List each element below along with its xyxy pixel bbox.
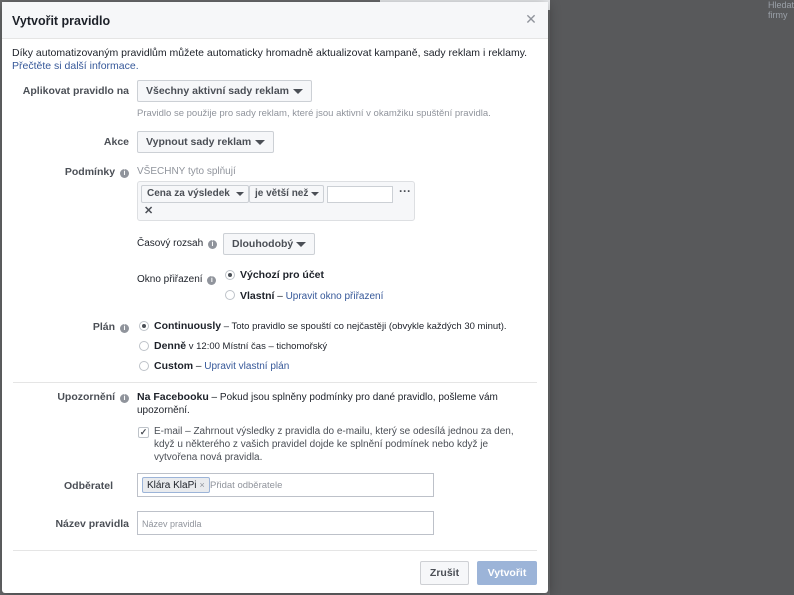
conditions-header: VŠECHNY tyto splňují <box>137 166 236 177</box>
time-range-dropdown[interactable] <box>223 233 315 255</box>
facebook-notification-desc: – Pokud jsou splněny podmínky pro dané pravidlo, pošleme vám upozornění. <box>137 392 498 416</box>
chevron-down-icon <box>293 89 303 94</box>
condition-metric-dropdown[interactable] <box>141 185 249 203</box>
attribution-custom-radio[interactable] <box>225 290 235 300</box>
action-label: Akce <box>103 136 129 148</box>
rule-name-label: Název pravidla <box>55 518 129 530</box>
remove-subscriber-icon[interactable]: × <box>199 480 205 490</box>
schedule-label-text: Plán <box>92 321 116 333</box>
apply-rule-value: Všechny aktivní sady reklam <box>146 85 289 97</box>
more-options-icon[interactable]: ··· <box>399 184 411 198</box>
conditions-label <box>12 166 129 178</box>
attribution-custom-sep: – <box>274 291 286 302</box>
learn-more-link[interactable]: Přečtěte si další informace. <box>12 60 139 72</box>
info-icon[interactable]: i <box>120 394 129 403</box>
attribution-default-radio[interactable] <box>225 270 235 280</box>
edit-custom-schedule-link[interactable]: Upravit vlastní plán <box>204 361 290 372</box>
attribution-custom-title: Vlastní <box>240 290 275 302</box>
attribution-label <box>137 274 216 285</box>
apply-rule-label: Aplikovat pravidlo na <box>22 85 129 97</box>
condition-value-input[interactable] <box>327 186 393 203</box>
facebook-notification-text <box>137 391 532 417</box>
schedule-continuously-option <box>154 320 507 332</box>
schedule-continuously-desc: – Toto pravidlo se spouští co nejčastěji (obvykle každých 30 minut). <box>221 321 507 332</box>
facebook-notification-title: Na Facebooku <box>137 391 209 403</box>
schedule-daily-title: Denně <box>154 340 187 352</box>
chevron-down-icon <box>236 192 244 196</box>
apply-rule-dropdown[interactable] <box>137 80 312 102</box>
condition-operator-value: je větší než <box>255 188 309 199</box>
intro-text <box>12 47 537 73</box>
schedule-custom-option <box>154 360 289 372</box>
time-range-label-text: Časový rozsah <box>137 238 204 249</box>
attribution-custom-option <box>240 290 383 302</box>
create-button[interactable]: Vytvořit <box>477 561 537 585</box>
close-icon[interactable]: ✕ <box>525 11 537 27</box>
chevron-down-icon <box>296 242 306 247</box>
edit-attribution-link[interactable]: Upravit okno přiřazení <box>285 291 384 302</box>
action-dropdown[interactable] <box>137 131 274 153</box>
info-icon[interactable]: i <box>207 276 216 285</box>
remove-condition-icon[interactable]: ✕ <box>144 205 154 217</box>
conditions-label-text: Podmínky <box>64 166 116 178</box>
email-notification-text: E-mail – Zahrnout výsledky z pravidla do e-mailu, který se odesílá jednou za den, když u některého z vašich pravidel dojde ke splnění podmínek nebo když je vytvořena nová pravidla. <box>154 426 514 463</box>
apply-rule-help: Pravidlo se použije pro sady reklam, které jsou aktivní v okamžiku spuštění pravidla. <box>137 108 491 119</box>
schedule-custom-sep: – <box>193 361 205 372</box>
dialog-header <box>2 2 548 39</box>
background-search-hint: Hledat firmy <box>768 0 794 20</box>
schedule-custom-title: Custom <box>154 360 194 372</box>
subscriber-placeholder: Přidat odběratele <box>210 480 283 491</box>
action-value: Vypnout sady reklam <box>146 136 252 148</box>
subscriber-label: Odběratel <box>63 480 113 492</box>
attribution-label-text: Okno přiřazení <box>137 274 203 285</box>
create-rule-dialog <box>2 2 548 593</box>
info-icon[interactable]: i <box>120 169 129 178</box>
notification-label-text: Upozornění <box>57 391 116 403</box>
condition-operator-dropdown[interactable] <box>249 185 324 203</box>
schedule-label <box>12 321 129 333</box>
schedule-daily-radio[interactable] <box>139 341 149 351</box>
chevron-down-icon <box>311 192 319 196</box>
time-range-value: Dlouhodobý <box>232 238 294 250</box>
subscriber-token <box>142 477 210 493</box>
time-range-label <box>137 238 217 249</box>
dialog-title: Vytvořit pravidlo <box>12 14 111 28</box>
rule-name-input[interactable] <box>137 511 434 535</box>
schedule-daily-option <box>154 340 327 352</box>
condition-metric-value: Cena za výsledek <box>147 188 230 199</box>
attribution-default-option <box>240 269 324 281</box>
attribution-default-title: Výchozí pro účet <box>240 269 325 281</box>
email-notification-checkbox[interactable]: ✓ <box>139 427 148 437</box>
intro-description: Díky automatizovaným pravidlům můžete automaticky hromadně aktualizovat kampaně, sady reklam i reklamy. <box>12 47 528 59</box>
schedule-custom-radio[interactable] <box>139 361 149 371</box>
subscriber-token-name: Klára KlaPi <box>147 480 197 491</box>
schedule-continuously-title: Continuously <box>154 320 222 332</box>
subscriber-input[interactable] <box>137 473 434 497</box>
condition-row <box>137 181 415 221</box>
footer-divider <box>13 550 537 551</box>
schedule-daily-desc: v 12:00 Místní čas – tichomořský <box>186 341 328 352</box>
info-icon[interactable]: i <box>208 240 217 249</box>
section-divider <box>13 382 537 383</box>
notification-label <box>12 391 129 403</box>
cancel-button[interactable]: Zrušit <box>420 561 469 585</box>
info-icon[interactable]: i <box>120 324 129 333</box>
rule-name-placeholder: Název pravidla <box>142 519 202 529</box>
chevron-down-icon <box>255 140 265 145</box>
schedule-continuously-radio[interactable] <box>139 321 149 331</box>
